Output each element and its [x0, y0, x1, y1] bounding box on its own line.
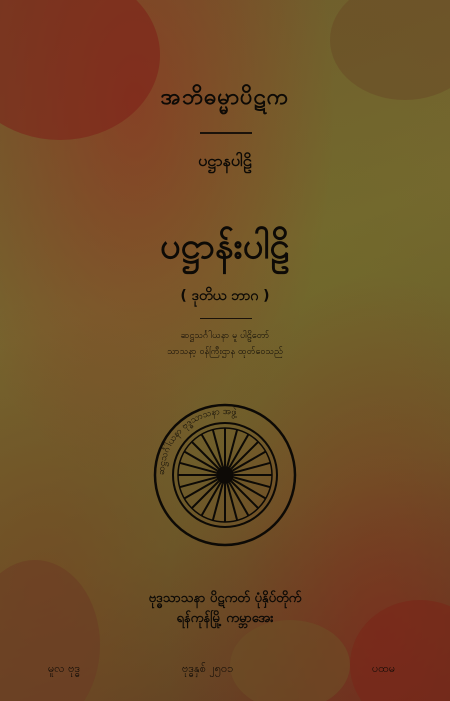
volume-label: ( ဒုတိယ ဘာဂ )	[180, 288, 270, 304]
footer-center: ဗုဒ္ဓနှစ် ၂၅၀၁	[182, 662, 234, 675]
subtitle: ပဋ္ဌာနပါဠိ	[198, 151, 252, 170]
stain	[230, 620, 350, 701]
note-line-1: ဆဋ္ဌသင်္ဂါယနာ မူ ပါဠိတော်	[180, 331, 270, 341]
stain	[0, 0, 160, 140]
footer-right: ပထမ	[372, 662, 396, 675]
middle-divider	[200, 318, 252, 319]
publisher-line-1: ဗုဒ္ဓသာသနာ ပိဋကတ် ပုံနှိပ်တိုက်	[148, 591, 302, 606]
publisher-line-2: ရန်ကုန်မြို့ ကမ္ဘာအေး	[176, 611, 274, 626]
series-title: အဘိဓမ္မာပိဋက	[160, 85, 290, 110]
note-line-2: သာသနာ့ ဝန်ကြီးဌာန ထုတ်ဝေသည်	[167, 347, 283, 357]
top-divider	[200, 132, 252, 134]
main-title: ပဋ္ဌာန်းပါဠိ	[160, 226, 290, 267]
stain	[0, 560, 100, 701]
dharma-wheel-emblem	[152, 402, 298, 548]
emblem-ring-text: ဆဋ္ဌသင်္ဂါယနာ ဗုဒ္ဓသာသနာ အဖွဲ့	[156, 406, 238, 476]
footer-left: မူလ ဗုဒ္ဓ	[48, 662, 81, 675]
